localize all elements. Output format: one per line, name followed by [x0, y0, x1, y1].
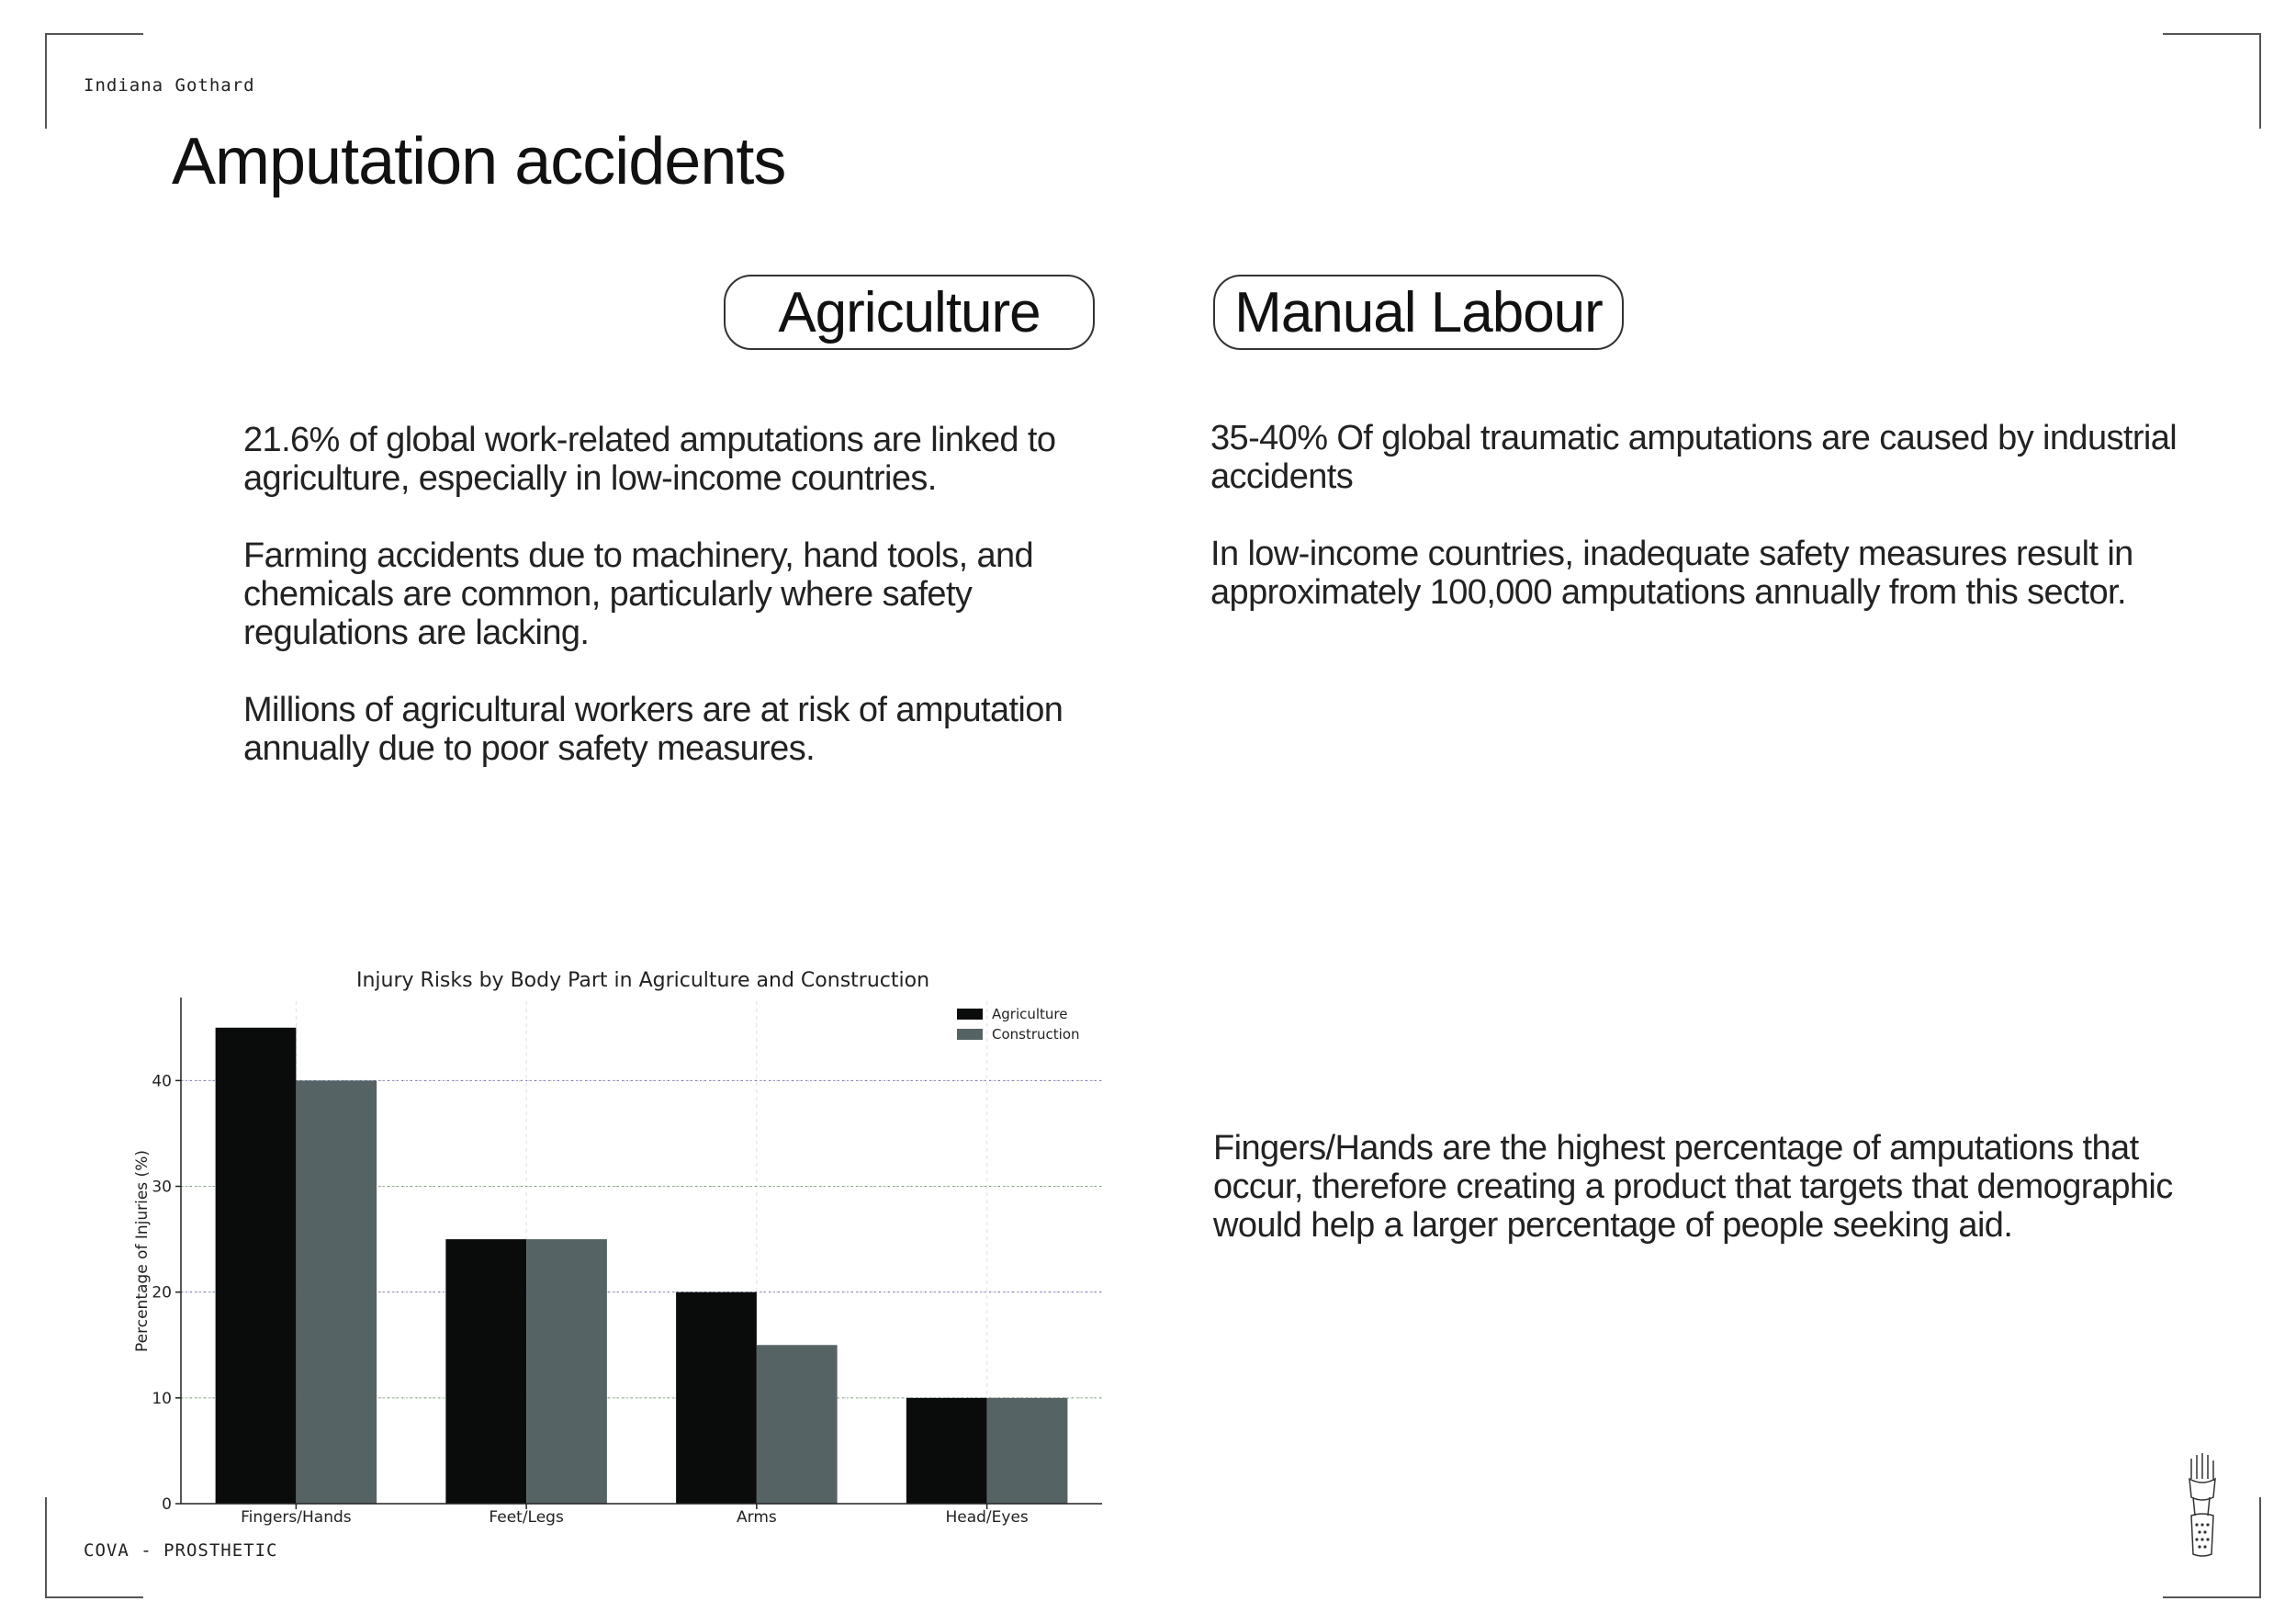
chart-bar	[676, 1292, 757, 1504]
chart-y-tick-label: 20	[152, 1283, 172, 1303]
manual-labour-heading: Manual Labour	[1213, 275, 1624, 350]
chart-bar	[987, 1398, 1068, 1504]
chart-x-tick-label: Head/Eyes	[945, 1508, 1029, 1527]
chart-x-tick-label: Feet/Legs	[489, 1508, 564, 1527]
injury-bar-chart	[119, 955, 1111, 1534]
agriculture-heading: Agriculture	[724, 275, 1095, 350]
chart-bar	[906, 1398, 987, 1504]
chart-bar	[445, 1239, 526, 1504]
chart-bar	[757, 1345, 838, 1504]
corner-mark-top-right	[2163, 33, 2261, 129]
page-title: Amputation accidents	[172, 125, 786, 198]
conclusion-text: Fingers/Hands are the highest percentage of amputations that occur, therefore creating a product that targets that demographic would help a larger percentage of people seeking aid.	[1213, 1129, 2173, 1245]
chart-bar	[216, 1028, 297, 1504]
legend-label: Agriculture	[992, 1006, 1068, 1022]
author-name: Indiana Gothard	[84, 75, 255, 96]
chart-bar	[296, 1080, 377, 1504]
chart-x-tick-label: Fingers/Hands	[241, 1508, 352, 1527]
agriculture-paragraph: Farming accidents due to machinery, hand tools, and chemicals are common, particularly where safety regulations are lacking.	[243, 536, 1034, 652]
legend-swatch	[957, 1009, 983, 1020]
prosthetic-arm-icon	[2182, 1451, 2223, 1562]
chart-x-tick-label: Arms	[737, 1508, 777, 1527]
chart-title: Injury Risks by Body Part in Agriculture and Construction	[355, 969, 930, 992]
agriculture-paragraph: 21.6% of global work-related amputations are linked to agriculture, especially in low-income countries.	[243, 421, 1056, 498]
footer-label: COVA - PROSTHETIC	[84, 1540, 278, 1561]
chart-bar	[526, 1239, 607, 1504]
chart-y-tick-label: 30	[152, 1178, 172, 1197]
chart-bars	[216, 1028, 1068, 1504]
chart-y-axis-label: Percentage of Injuries (%)	[133, 1150, 152, 1352]
manual-labour-paragraph: In low-income countries, inadequate safety measures result in approximately 100,000 amputations annually from this sector.	[1210, 535, 2133, 612]
agriculture-paragraph: Millions of agricultural workers are at risk of amputation annually due to poor safety measures.	[243, 691, 1064, 768]
legend-label: Construction	[992, 1026, 1080, 1043]
chart-y-tick-label: 0	[162, 1495, 172, 1514]
chart-y-tick-label: 40	[152, 1072, 172, 1091]
legend-swatch	[957, 1029, 983, 1040]
manual-labour-paragraph: 35-40% Of global traumatic amputations are caused by industrial accidents	[1210, 419, 2178, 496]
chart-y-tick-label: 10	[152, 1389, 172, 1408]
chart-legend	[957, 1006, 1080, 1043]
